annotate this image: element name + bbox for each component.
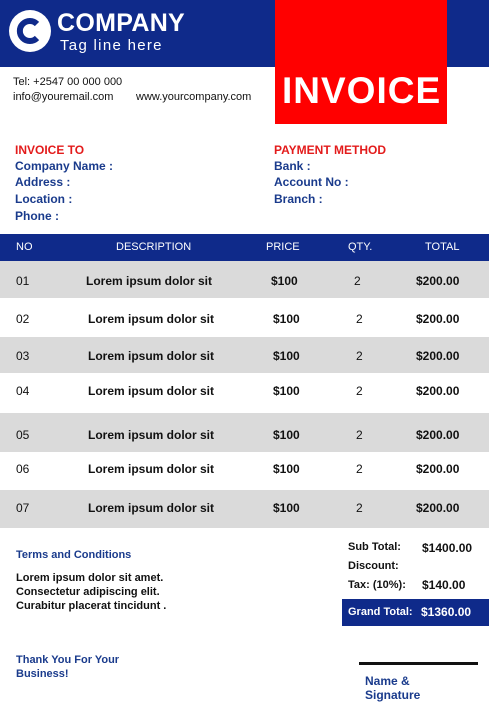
row-qty: 2 — [356, 428, 363, 442]
col-header-qty: QTY. — [348, 241, 373, 253]
row-no: 01 — [16, 274, 30, 288]
terms-heading: Terms and Conditions — [16, 549, 132, 561]
row-no: 07 — [16, 501, 30, 515]
address-field: Address : — [15, 175, 71, 189]
invoice-to-heading: INVOICE TO — [15, 143, 85, 157]
table-row — [0, 413, 489, 452]
table-header — [0, 234, 489, 261]
terms-line-1: Lorem ipsum dolor sit amet. — [16, 572, 164, 584]
row-no: 04 — [16, 384, 30, 398]
row-qty: 2 — [356, 349, 363, 363]
row-total: $200.00 — [416, 462, 460, 476]
bank-field: Bank : — [274, 159, 311, 173]
location-field: Location : — [15, 192, 73, 206]
table-row — [0, 337, 489, 373]
company-name-field: Company Name : — [15, 159, 114, 173]
company-tagline: Tag line here — [60, 37, 163, 54]
signature-label: Name & Signature — [365, 674, 421, 702]
subtotal-label: Sub Total: — [348, 541, 401, 553]
row-total: $200.00 — [416, 428, 460, 442]
row-no: 02 — [16, 312, 30, 326]
contact-phone: Tel: +2547 00 000 000 — [13, 76, 123, 88]
subtotal-value: $1400.00 — [422, 541, 473, 555]
thank-you-note: Thank You For Your Business! — [16, 654, 120, 680]
table-row — [0, 261, 489, 298]
row-qty: 2 — [356, 384, 363, 398]
row-description: Lorem ipsum dolor sit — [86, 274, 213, 288]
tax-value: $140.00 — [422, 578, 466, 592]
row-total: $200.00 — [416, 384, 460, 398]
logo-c-icon — [15, 16, 45, 46]
row-description: Lorem ipsum dolor sit — [88, 462, 215, 476]
table-row — [0, 490, 489, 528]
row-price: $100 — [273, 349, 300, 363]
row-total: $200.00 — [416, 501, 460, 515]
row-no: 05 — [16, 428, 30, 442]
account-field: Account No : — [274, 175, 349, 189]
col-header-total: TOTAL — [425, 241, 460, 253]
row-price: $100 — [273, 428, 300, 442]
grand-total-label: Grand Total: — [348, 606, 413, 618]
row-description: Lorem ipsum dolor sit — [88, 501, 215, 515]
contact-email: info@youremail.com — [13, 91, 114, 103]
table-row — [0, 298, 489, 337]
payment-method-heading: PAYMENT METHOD — [274, 143, 387, 157]
terms-line-2: Consectetur adipiscing elit. — [16, 586, 160, 598]
table-row — [0, 373, 489, 413]
signature-line — [359, 662, 478, 665]
col-header-price: PRICE — [266, 241, 300, 253]
row-qty: 2 — [356, 501, 363, 515]
col-header-description: DESCRIPTION — [116, 241, 192, 253]
row-description: Lorem ipsum dolor sit — [88, 312, 215, 326]
row-total: $200.00 — [416, 349, 460, 363]
row-price: $100 — [271, 274, 298, 288]
branch-field: Branch : — [274, 192, 323, 206]
row-price: $100 — [273, 384, 300, 398]
phone-field: Phone : — [15, 209, 59, 223]
terms-line-3: Curabitur placerat tincidunt . — [16, 600, 167, 612]
row-price: $100 — [273, 312, 300, 326]
row-qty: 2 — [354, 274, 361, 288]
row-no: 03 — [16, 349, 30, 363]
contact-website: www.yourcompany.com — [136, 91, 252, 103]
row-no: 06 — [16, 462, 30, 476]
table-row — [0, 452, 489, 490]
discount-label: Discount: — [348, 560, 399, 572]
company-name: COMPANY — [57, 9, 186, 37]
row-total: $200.00 — [416, 312, 460, 326]
row-price: $100 — [273, 501, 300, 515]
row-qty: 2 — [356, 312, 363, 326]
invoice-title: INVOICE — [282, 70, 442, 111]
tax-label: Tax: (10%): — [348, 579, 406, 591]
col-header-no: NO — [16, 241, 33, 253]
row-qty: 2 — [356, 462, 363, 476]
row-description: Lorem ipsum dolor sit — [88, 384, 215, 398]
row-price: $100 — [273, 462, 300, 476]
row-total: $200.00 — [416, 274, 460, 288]
grand-total-value: $1360.00 — [421, 605, 472, 619]
row-description: Lorem ipsum dolor sit — [88, 349, 215, 363]
row-description: Lorem ipsum dolor sit — [88, 428, 215, 442]
